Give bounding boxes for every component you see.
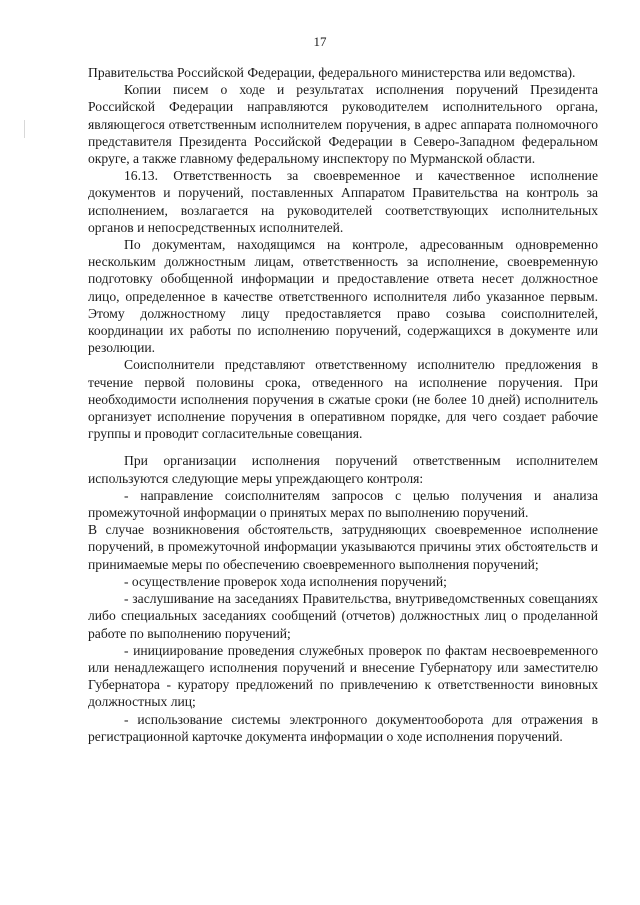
paragraph-16-13: 16.13. Ответственность за своевременное и качественное исполнение документов и поручений, поставленных Аппаратом Правительства на контроль за исполнением, возлагается на руководителей соответствующих исполнительных органов и непосредственных исполнителей. (88, 168, 598, 235)
list-item-official-inquiries: - инициирование проведения служебных проверок по фактам несвоевременного или ненадлежащего исполнения поручений и внесение Губернатору или заместителю Губернатора - куратору предложений по привлечению к ответственности виновных должностных лиц; (88, 642, 598, 710)
list-item-inspections: - осуществление проверок хода исполнения поручений; (124, 573, 447, 589)
paragraph-co-executors: Соисполнители представляют ответственному исполнителю предложения в течение первой половины срока, отведенного на исполнение поручения. При необходимости исполнения поручения в сжатые сроки (не более 10 дней) исполнитель организует исполнение поручения в оперативном порядке, для чего создает рабочие группы и проводит согласительные совещания. (88, 357, 598, 442)
list-item-hearings: - заслушивание на заседаниях Правительства, внутриведомственных совещаниях либо специальных заседаниях сообщений (отчетов) должностных лиц о проделанной работе по выполнению поручений; (88, 591, 598, 641)
paragraph-preventive-measures-intro: При организации исполнения поручений ответственным исполнителем используются следующие меры упреждающего контроля: (88, 453, 598, 486)
paragraph-copies-of-letters: Копии писем о ходе и результатах исполнения поручений Президента Российской Федерации направляются руководителем исполнительного органа, являющегося ответственным исполнителем поручения, в адрес аппарата полномочного представителя Президента Российской Федерации в Северо-Западном федеральном округе, а также главному федеральному инспектору по Мурманской области. (88, 82, 598, 167)
document-body (88, 64, 598, 745)
paragraph-multiple-addressees: По документам, находящимся на контроле, адресованным одновременно нескольким должностным лицам, ответственность за исполнение, своевременную подготовку обобщенной информации и предоставление ответа несет должностное лицо, определенное в качестве ответственного исполнителя либо указанное первым. Этому должностному лицу предоставляется право созыва соисполнителей, координации их работы по исполнению поручений, содержащихся в документе или резолюции. (88, 237, 598, 356)
list-item-electronic-document-flow: - использование системы электронного документооборота для отражения в регистрационной карточке документа информации о ходе исполнения поручений. (88, 711, 598, 744)
scan-margin-mark (24, 120, 25, 138)
paragraph-continuation: Правительства Российской Федерации, федерального министерства или ведомства). (88, 65, 576, 80)
paragraph-obstacles: В случае возникновения обстоятельств, затрудняющих своевременное исполнение поручений, в промежуточной информации указываются причины этих обстоятельств и принимаемые меры по обеспечению своевременного выполнения поручений; (88, 522, 598, 572)
page-number: 17 (313, 34, 327, 49)
list-item-requests: - направление соисполнителям запросов с целью получения и анализа промежуточной информации о принятых мерах по выполнению поручений. (88, 487, 598, 521)
